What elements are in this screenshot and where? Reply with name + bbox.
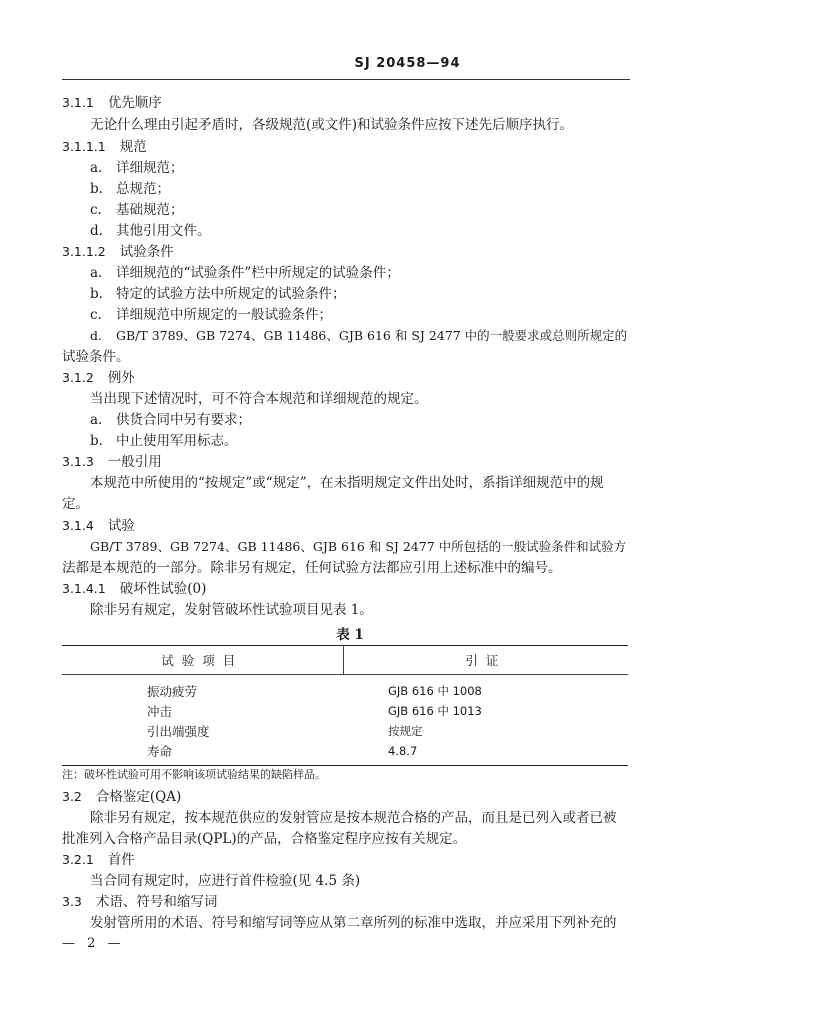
section-title: 规范: [119, 139, 147, 155]
table-row: [62, 721, 628, 741]
column-header-reference: 引证: [343, 646, 628, 675]
list-text: 特定的试验方法中所规定的试验条件；: [116, 286, 346, 302]
table-cell: GJB 616 中 1013: [388, 704, 482, 718]
list-text: 其他引用文件。: [116, 223, 211, 239]
section-title: 首件: [107, 852, 135, 868]
list-item: [90, 222, 211, 240]
section-3-2-heading: [62, 788, 181, 806]
column-header-test-item: 试验项目: [62, 646, 343, 675]
section-title: 试验条件: [119, 244, 174, 260]
section-3-1-1-2-heading: [62, 243, 174, 261]
list-label: d.: [90, 328, 102, 343]
section-number: 3.1.3: [62, 454, 94, 469]
paragraph: 当合同有规定时，应进行首件检验(见 4.5 条): [90, 873, 361, 889]
list-text: 中止使用军用标志。: [116, 433, 238, 449]
paragraph-continuation: 定。: [62, 496, 89, 512]
paragraph: GB/T 3789、GB 7274、GB 11486、GJB 616 和 SJ 2477 中所包括的一般试验条件和试验方: [90, 539, 627, 554]
section-number: 3.2: [62, 789, 82, 804]
table-header-row: [62, 646, 628, 675]
section-number: 3.1.4.1: [62, 581, 106, 596]
paragraph: 无论什么理由引起矛盾时，各级规范(或文件)和试验条件应按下述先后顺序执行。: [90, 117, 574, 133]
table-row: [62, 741, 628, 766]
section-title: 例外: [107, 370, 135, 386]
list-item: [90, 180, 170, 198]
table-cell: 冲击: [147, 704, 173, 719]
list-label: a.: [90, 265, 103, 281]
list-label: a.: [90, 412, 103, 428]
section-number: 3.1.1.1: [62, 139, 106, 154]
table-cell: 振动疲劳: [147, 684, 198, 699]
list-text: 详细规范；: [116, 160, 184, 176]
section-3-3-heading: [62, 893, 217, 911]
section-3-1-4-heading: [62, 517, 135, 535]
list-text: 基础规范；: [116, 202, 184, 218]
list-item: [90, 159, 184, 177]
list-text: 供货合同中另有要求；: [116, 412, 251, 428]
list-item: [90, 201, 184, 219]
section-3-1-3-heading: [62, 453, 162, 471]
section-title: 术语、符号和缩写词: [95, 894, 218, 910]
section-3-2-1-heading: [62, 851, 135, 869]
section-number: 3.1.1.2: [62, 244, 106, 259]
table-cell: 寿命: [62, 741, 343, 766]
header-rule: [62, 79, 630, 80]
paragraph-continuation: 法都是本规范的一部分。除非另有规定，任何试验方法都应引用上述标准中的编号。: [62, 560, 562, 576]
section-title: 试验: [107, 518, 135, 534]
section-number: 3.1.1: [62, 95, 94, 110]
list-item: [90, 264, 400, 282]
table-note: 注：破坏性试验可用不影响该项试验结果的缺陷样品。: [62, 768, 326, 781]
section-3-1-1-1-heading: [62, 138, 147, 156]
table-cell: 按规定: [388, 724, 423, 738]
table-cell: 引出端强度: [147, 724, 210, 739]
paragraph: 除非另有规定，按本规范供应的发射管应是按本规范合格的产品，而且是已列入或者已被: [90, 810, 617, 826]
list-label: c.: [90, 202, 102, 218]
table-row: [62, 675, 628, 702]
list-text: 详细规范中所规定的一般试验条件；: [116, 307, 332, 323]
list-text: 详细规范的“试验条件”栏中所规定的试验条件；: [116, 265, 400, 281]
section-title: 一般引用: [107, 454, 162, 470]
section-3-1-2-heading: [62, 369, 135, 387]
table-cell: GJB 616 中 1008: [388, 684, 482, 698]
section-number: 3.1.2: [62, 370, 94, 385]
list-label: c.: [90, 307, 102, 323]
list-text: 总规范；: [116, 181, 170, 197]
section-title: 破坏性试验(0): [119, 581, 207, 597]
list-item-continuation: 试验条件。: [62, 349, 130, 365]
list-label: d.: [90, 223, 103, 239]
section-title: 优先顺序: [107, 95, 162, 111]
paragraph-continuation: 批准列入合格产品目录(QPL)的产品，合格鉴定程序应按有关规定。: [62, 831, 467, 847]
list-item: [90, 306, 332, 324]
section-number: 3.2.1: [62, 852, 94, 867]
table-caption: 表 1: [336, 627, 364, 643]
list-item: [90, 285, 346, 303]
list-label: a.: [90, 160, 103, 176]
list-item: [90, 432, 238, 450]
list-text: GB/T 3789、GB 7274、GB 11486、GJB 616 和 SJ 2477 中的一般要求或总则所规定的: [116, 328, 628, 343]
table-cell: 4.8.7: [343, 741, 628, 766]
paragraph: 发射管所用的术语、符号和缩写词等应从第二章所列的标准中选取，并应采用下列补充的: [90, 915, 617, 931]
section-number: 3.1.4: [62, 518, 94, 533]
test-items-table: [62, 645, 628, 766]
list-label: b.: [90, 181, 103, 197]
page-number: — 2 —: [62, 936, 125, 951]
list-item: [90, 411, 251, 429]
list-label: b.: [90, 433, 103, 449]
section-3-1-4-1-heading: [62, 580, 206, 598]
section-3-1-1-heading: [62, 94, 162, 112]
section-number: 3.3: [62, 894, 82, 909]
section-title: 合格鉴定(QA): [95, 789, 182, 805]
paragraph: 本规范中所使用的“按规定”或“规定”，在未指明规定文件出处时，系指详细规范中的规: [90, 475, 604, 491]
paragraph: 除非另有规定，发射管破坏性试验项目见表 1。: [90, 602, 373, 618]
list-label: b.: [90, 286, 103, 302]
paragraph: 当出现下述情况时，可不符合本规范和详细规范的规定。: [90, 391, 428, 407]
list-item: [90, 327, 627, 345]
table-row: [62, 701, 628, 721]
document-number: SJ 20458—94: [354, 56, 461, 71]
